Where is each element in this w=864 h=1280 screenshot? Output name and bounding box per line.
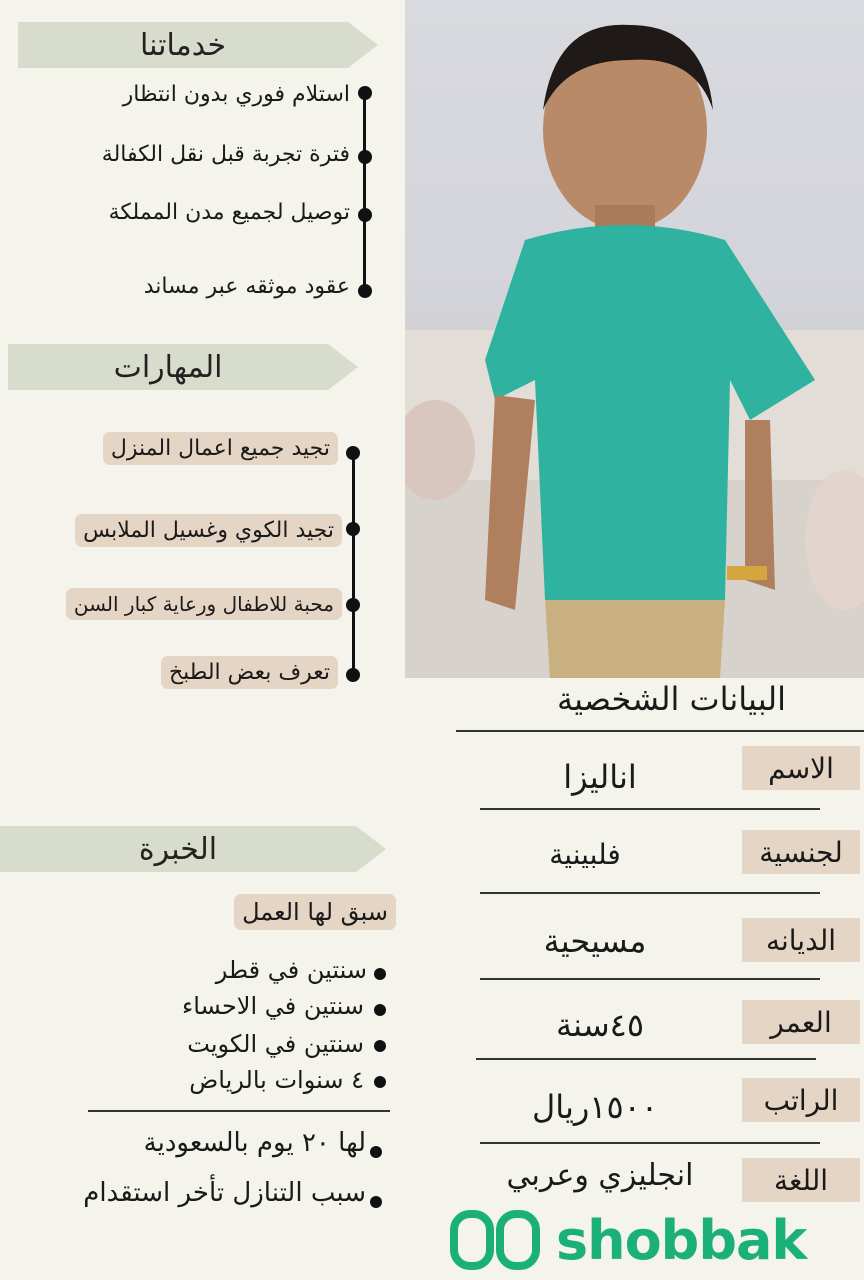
person-photo-illustration [405,0,864,678]
services-bullet [358,150,372,164]
value-language: انجليزي وعربي [506,1158,694,1193]
services-bullet [358,284,372,298]
skills-bullet [346,446,360,460]
skill-item: تجيد الكوي وغسيل الملابس [75,514,342,547]
experience-banner [0,826,356,872]
skill-item: تجيد جميع اعمال المنزل [103,432,338,465]
service-item: فترة تجربة قبل نقل الكفالة [101,142,350,167]
label-nationality: لجنسية [742,830,860,874]
experience-item: سنتين في الكويت [187,1030,364,1058]
skill-item: محبة للاطفال ورعاية كبار السن [66,588,342,620]
services-title: خدماتنا [139,27,227,63]
experience-header: سبق لها العمل [234,894,396,930]
experience-item: ٤ سنوات بالرياض [189,1066,364,1094]
label-religion: الديانه [742,918,860,962]
personal-title: البيانات الشخصية [556,680,786,718]
label-salary: الراتب [742,1078,860,1122]
experience-note-bullet [370,1146,382,1158]
experience-note-bullet [370,1196,382,1208]
skills-bullet [346,668,360,682]
experience-note: سبب التنازل تأخر استقدام [83,1178,366,1208]
experience-bullet [374,1004,386,1016]
service-item: عقود موثقه عبر مساند [143,274,350,299]
row-rule [476,1058,816,1060]
experience-bullet [374,1076,386,1088]
value-nationality: فلبينية [549,838,621,871]
personal-title-rule [456,730,864,732]
services-bullet [358,86,372,100]
value-salary: ١٥٠٠ريال [531,1088,659,1126]
row-rule [480,978,820,980]
skills-timeline [352,458,355,680]
skills-bullet [346,522,360,536]
shobbak-logo-icon [450,1208,542,1272]
services-banner [18,22,348,68]
row-rule [480,1142,820,1144]
skills-title: المهارات [113,349,223,385]
service-item: توصيل لجميع مدن المملكة [108,200,350,225]
experience-item: سنتين في قطر [215,956,367,984]
experience-bullet [374,1040,386,1052]
experience-rule [88,1110,390,1112]
experience-bullet [374,968,386,980]
skill-item: تعرف بعض الطبخ [161,656,338,689]
profile-photo [405,0,864,678]
label-name: الاسم [742,746,860,790]
services-timeline [363,92,366,290]
skills-bullet [346,598,360,612]
experience-item: سنتين في الاحساء [181,992,364,1020]
label-age: العمر [742,1000,860,1044]
label-language: اللغة [742,1158,860,1202]
brand-logo [450,1206,860,1274]
value-religion: مسيحية [543,922,647,960]
service-item: استلام فوري بدون انتظار [122,82,350,107]
value-age: ٤٥سنة [556,1006,644,1044]
brand-name: shobbak [556,1208,807,1272]
experience-note: لها ٢٠ يوم بالسعودية [143,1128,366,1158]
services-bullet [358,208,372,222]
value-name: اناليزا [563,758,637,796]
skills-banner [8,344,328,390]
row-rule [480,808,820,810]
experience-title: الخبرة [138,831,218,867]
row-rule [480,892,820,894]
